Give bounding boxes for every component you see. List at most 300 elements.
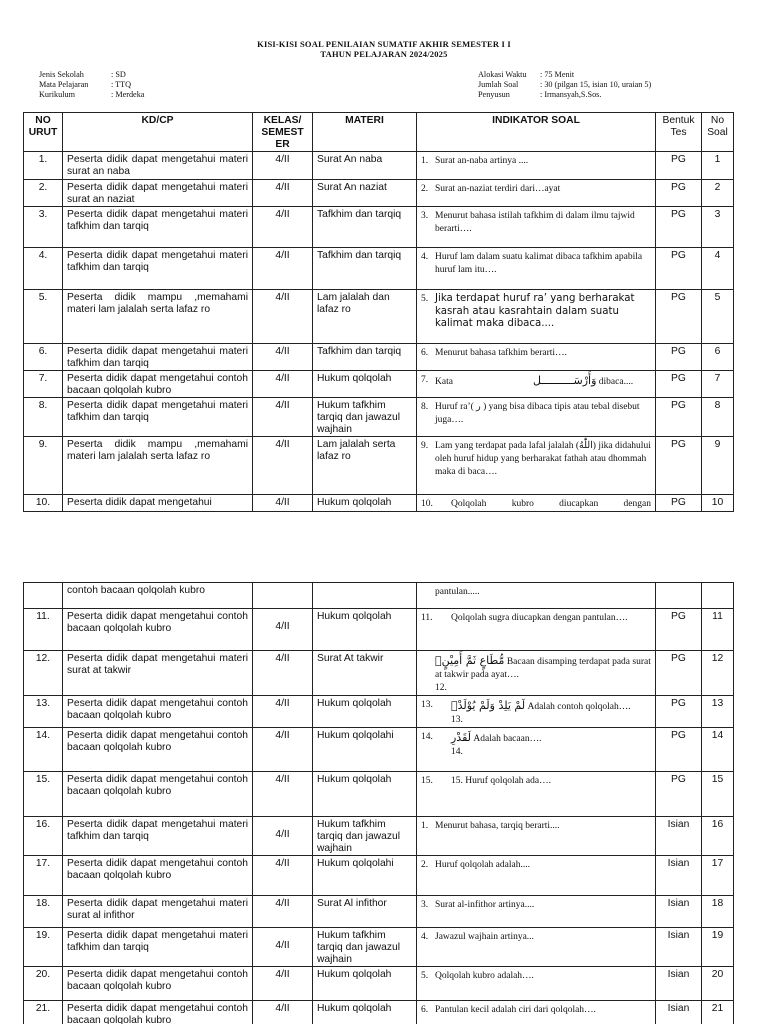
kd-cp-cell xyxy=(63,180,253,207)
row-number xyxy=(24,344,63,371)
no-soal-cell-text: 16 xyxy=(711,819,724,830)
kelas-cell xyxy=(253,896,313,928)
indikator-text-wrap xyxy=(435,1004,651,1017)
no-soal-cell-text: 13 xyxy=(711,698,724,709)
kelas-cell xyxy=(253,437,313,495)
row-number-text: 20. xyxy=(35,969,51,980)
bentuk-tes-cell-text: PG xyxy=(671,698,686,709)
row-number xyxy=(24,437,63,495)
row-number-text: 2. xyxy=(38,182,48,193)
indikator-text: Jika terdapat huruf ra’ yang berharakat kasrah atau kasrahtain dalam suatu kalimat maka dibaca.... xyxy=(435,293,635,329)
kelas-cell xyxy=(253,344,313,371)
row-number xyxy=(24,856,63,896)
meta-value: : TTQ xyxy=(111,80,132,89)
kelas-cell xyxy=(253,180,313,207)
materi-cell-text: Lam jalalah serta lafaz ro xyxy=(317,439,396,462)
materi-cell xyxy=(313,371,417,398)
meta-row xyxy=(39,90,144,100)
kelas-cell-text: 4/II xyxy=(275,182,290,193)
indikator-text: Menurut bahasa istilah tafkhim di dalam ilmu tajwid berarti…. xyxy=(435,211,635,234)
indikator-content xyxy=(421,699,651,727)
indikator-content xyxy=(421,210,651,236)
indikator-text-wrap xyxy=(435,859,651,872)
kelas-cell-text: 4/II xyxy=(275,497,290,508)
indikator-text: Qolqolah kubro adalah…. xyxy=(435,971,534,981)
materi-cell xyxy=(313,207,417,248)
no-soal-cell xyxy=(702,371,734,398)
indikator-cell xyxy=(417,398,656,437)
materi-cell xyxy=(313,290,417,344)
indikator-cell xyxy=(417,967,656,1001)
meta-key: Penyusun xyxy=(478,90,510,99)
indikator-text-wrap xyxy=(451,731,651,759)
bentuk-tes-cell xyxy=(656,248,702,290)
row-number-text: 11. xyxy=(36,611,50,622)
kelas-cell-text: 4/II xyxy=(275,346,290,357)
kelas-cell xyxy=(253,583,313,609)
kelas-cell xyxy=(253,248,313,290)
indikator-number: 9. xyxy=(421,441,429,451)
kelas-cell xyxy=(253,1001,313,1024)
materi-cell-text: Surat Al infithor xyxy=(317,898,387,909)
indikator-text-wrap xyxy=(435,899,651,912)
kd-cp-cell-text: contoh bacaan qolqolah kubro xyxy=(67,585,205,596)
kelas-cell xyxy=(253,495,313,512)
kisi-kisi-table-page1 xyxy=(23,112,734,512)
col-header-no: NO URUT xyxy=(24,113,63,152)
table-row xyxy=(24,583,734,609)
no-soal-cell xyxy=(702,583,734,609)
kelas-cell xyxy=(253,152,313,180)
bentuk-tes-cell xyxy=(656,609,702,651)
indikator-content xyxy=(421,859,651,872)
bentuk-tes-cell-text: PG xyxy=(671,774,686,785)
materi-cell-text: Hukum qolqolahi xyxy=(317,858,394,869)
indikator-number xyxy=(421,586,435,599)
table-row xyxy=(24,817,734,856)
indikator-number: 14. xyxy=(421,732,433,742)
row-number xyxy=(24,248,63,290)
table-row xyxy=(24,696,734,728)
row-number-text: 3. xyxy=(38,209,48,220)
table-row xyxy=(24,1001,734,1024)
kd-cp-cell-text: Peserta didik dapat mengetahui xyxy=(67,497,212,508)
row-number xyxy=(24,371,63,398)
kd-cp-cell-text: Peserta didik dapat mengetahui materi surat an naba xyxy=(67,154,248,177)
indikator-text-wrap xyxy=(435,155,651,168)
row-number-text: 10. xyxy=(35,497,51,508)
no-soal-cell xyxy=(702,817,734,856)
materi-cell xyxy=(313,495,417,512)
indikator-cell xyxy=(417,207,656,248)
meta-row xyxy=(39,70,144,80)
kd-cp-cell xyxy=(63,928,253,967)
bentuk-tes-cell xyxy=(656,696,702,728)
kelas-cell-text: 4/II xyxy=(275,858,290,869)
materi-cell-text: Hukum tafkhim tarqiq dan jawazul wajhain xyxy=(317,400,400,435)
meta-value: : Merdeka xyxy=(111,90,145,99)
col-header-kelas: KELAS/ SEMEST ER xyxy=(253,113,313,152)
materi-cell-text: Hukum qolqolah xyxy=(317,611,392,622)
no-soal-cell-text: 9 xyxy=(714,439,721,450)
document-subtitle: TAHUN PELAJARAN 2024/2025 xyxy=(320,49,448,59)
no-soal-cell xyxy=(702,152,734,180)
indikator-number: 4. xyxy=(421,252,429,262)
indikator-cell xyxy=(417,928,656,967)
materi-cell-text: Surat At takwir xyxy=(317,653,384,664)
indikator-cell xyxy=(417,856,656,896)
no-soal-cell-text: 11 xyxy=(712,611,723,622)
kd-cp-cell-text: Peserta didik dapat mengetahui materi tafkhim dan tarqiq xyxy=(67,400,248,423)
kd-cp-cell-text: Peserta didik dapat mengetahui contoh bacaan qolqolah kubro xyxy=(67,774,248,797)
bentuk-tes-cell xyxy=(656,583,702,609)
col-header-bentuk: Bentuk Tes xyxy=(656,113,702,152)
kelas-cell-text: 4/II xyxy=(275,969,290,980)
kd-cp-cell-text: Peserta didik dapat mengetahui contoh bacaan qolqolah kubro xyxy=(67,969,248,992)
row-number-text: 13. xyxy=(35,698,51,709)
bentuk-tes-cell xyxy=(656,207,702,248)
row-number xyxy=(24,967,63,1001)
bentuk-tes-cell xyxy=(656,817,702,856)
indikator-text-wrap xyxy=(435,183,651,196)
indikator-text-wrap xyxy=(451,498,651,511)
row-number-text: 4. xyxy=(38,250,48,261)
kelas-cell-text: 4/II xyxy=(275,1003,290,1014)
meta-right xyxy=(478,70,651,100)
kd-cp-cell-text: Peserta didik dapat mengetahui materi tafkhim dan tarqiq xyxy=(67,346,248,369)
row-number xyxy=(24,696,63,728)
kelas-cell xyxy=(253,609,313,651)
bentuk-tes-cell xyxy=(656,437,702,495)
kd-cp-cell-text: Peserta didik dapat mengetahui contoh bacaan qolqolah kubro xyxy=(67,373,248,396)
indikator-text: Bacaan disamping terdapat pada surat at takwir pada ayat…. xyxy=(435,657,651,680)
kd-cp-cell xyxy=(63,609,253,651)
kd-cp-cell-text: Peserta didik dapat mengetahui contoh bacaan qolqolah kubro xyxy=(67,698,248,721)
table-row xyxy=(24,772,734,817)
kd-cp-cell xyxy=(63,371,253,398)
materi-cell xyxy=(313,609,417,651)
materi-cell-text: Hukum qolqolah xyxy=(317,774,392,785)
materi-cell xyxy=(313,696,417,728)
bentuk-tes-cell-text: PG xyxy=(671,611,686,622)
kd-cp-cell-text: Peserta didik dapat mengetahui materi tafkhim dan tarqiq xyxy=(67,819,248,842)
indikator-content xyxy=(421,251,651,277)
kelas-cell xyxy=(253,371,313,398)
no-soal-cell xyxy=(702,928,734,967)
table-row xyxy=(24,437,734,495)
materi-cell xyxy=(313,180,417,207)
indikator-text-wrap xyxy=(435,931,651,944)
bentuk-tes-cell-text: PG xyxy=(671,373,686,384)
row-number-text: 19. xyxy=(35,930,51,941)
meta-row xyxy=(478,90,651,100)
no-soal-cell-text: 14 xyxy=(711,730,724,741)
indikator-number xyxy=(421,654,435,695)
row-number-text: 1. xyxy=(38,154,48,165)
row-number xyxy=(24,398,63,437)
no-soal-cell xyxy=(702,180,734,207)
kelas-cell xyxy=(253,856,313,896)
bentuk-tes-cell xyxy=(656,152,702,180)
kd-cp-cell xyxy=(63,495,253,512)
kelas-cell xyxy=(253,728,313,772)
kelas-cell xyxy=(253,207,313,248)
materi-cell xyxy=(313,583,417,609)
indikator-text: Kata xyxy=(435,377,453,387)
indikator-cell xyxy=(417,152,656,180)
table-row xyxy=(24,728,734,772)
meta-value: : Irmansyah,S.Sos. xyxy=(540,90,602,99)
indikator-number: 10. xyxy=(421,499,433,509)
kd-cp-cell xyxy=(63,696,253,728)
indikator-number: 2. xyxy=(421,184,429,194)
no-soal-cell xyxy=(702,896,734,928)
kd-cp-cell-text: Peserta didik dapat mengetahui materi tafkhim dan tarqiq xyxy=(67,250,248,273)
meta-left xyxy=(39,70,144,100)
meta-value: : SD xyxy=(111,70,126,79)
table-row xyxy=(24,856,734,896)
indikator-content xyxy=(421,440,651,479)
row-number-text: 12. xyxy=(35,653,51,664)
meta-row xyxy=(39,80,144,90)
materi-cell xyxy=(313,967,417,1001)
meta-value: : 75 Menit xyxy=(540,70,575,79)
materi-cell-text: Hukum qolqolah xyxy=(317,497,392,508)
kd-cp-cell xyxy=(63,1001,253,1024)
indikator-cell xyxy=(417,696,656,728)
indikator-cell xyxy=(417,772,656,817)
no-soal-cell-text: 8 xyxy=(714,400,721,411)
indikator-text: 15. Huruf qolqolah ada…. xyxy=(451,776,551,786)
materi-cell-text: Hukum qolqolah xyxy=(317,1003,392,1014)
row-number xyxy=(24,290,63,344)
indikator-text-wrap xyxy=(435,401,651,427)
table-row xyxy=(24,180,734,207)
arabic-text: لَقَدْرِ xyxy=(451,731,472,744)
table-row xyxy=(24,207,734,248)
meta-key: Alokasi Waktu xyxy=(478,70,527,79)
indikator-text: Lam yang terdapat pada lafal jalalah (اللّٰهُ) jika didahului oleh huruf hidup yang berharakat fathah atau dhommah maka di baca…. xyxy=(435,441,651,477)
indikator-number: 5. xyxy=(421,971,429,981)
arabic-text: وَأَرْسَــــــــــل xyxy=(532,374,597,387)
kelas-cell xyxy=(253,772,313,817)
no-soal-cell xyxy=(702,609,734,651)
indikator-cell xyxy=(417,609,656,651)
kelas-cell-text: 4/II xyxy=(275,774,290,785)
kd-cp-cell-text: Peserta didik dapat mengetahui materi surat at takwir xyxy=(67,653,248,676)
bentuk-tes-cell xyxy=(656,651,702,696)
indikator-content xyxy=(421,931,651,944)
table-row xyxy=(24,152,734,180)
kd-cp-cell-text: Peserta didik dapat mengetahui materi tafkhim dan tarqiq xyxy=(67,209,248,232)
indikator-number: 1. xyxy=(421,156,429,166)
row-number xyxy=(24,1001,63,1024)
indikator-text: Qolqolah sugra diucapkan dengan pantulan…. xyxy=(451,613,628,623)
indikator-text-wrap xyxy=(435,374,651,389)
meta-row xyxy=(478,80,651,90)
kd-cp-cell-text: Peserta didik dapat mengetahui contoh bacaan qolqolah kubro xyxy=(67,858,248,881)
indikator-content xyxy=(421,820,651,833)
materi-cell xyxy=(313,248,417,290)
materi-cell-text: Tafkhim dan tarqiq xyxy=(317,209,402,220)
no-soal-cell-text: 15 xyxy=(711,774,724,785)
table-row xyxy=(24,248,734,290)
indikator-text: Pantulan kecil adalah ciri dari qolqolah…. xyxy=(435,1005,596,1015)
indikator-number: 3. xyxy=(421,900,429,910)
materi-cell xyxy=(313,152,417,180)
bentuk-tes-cell-text: PG xyxy=(671,250,686,261)
bentuk-tes-cell-text: PG xyxy=(671,497,686,508)
kd-cp-cell xyxy=(63,437,253,495)
row-number-text: 9. xyxy=(38,439,48,450)
materi-cell xyxy=(313,772,417,817)
indikator-cell xyxy=(417,651,656,696)
kd-cp-cell-text: Peserta didik mampu ,memahami materi lam jalalah serta lafaz ro xyxy=(67,292,248,315)
indikator-content xyxy=(421,401,651,427)
kelas-cell xyxy=(253,398,313,437)
no-soal-cell-text: 1 xyxy=(714,154,721,165)
bentuk-tes-cell-text: PG xyxy=(671,346,686,357)
kisi-kisi-table-page2 xyxy=(23,582,734,1024)
kd-cp-cell-text: Peserta didik dapat mengetahui contoh bacaan qolqolah kubro xyxy=(67,730,248,753)
table-row xyxy=(24,928,734,967)
no-soal-cell-text: 5 xyxy=(714,292,721,303)
bentuk-tes-cell-text: Isian xyxy=(667,819,690,830)
indikator-tail-text: 12. xyxy=(435,683,447,693)
materi-cell-text: Surat An naziat xyxy=(317,182,387,193)
no-soal-cell-text: 3 xyxy=(714,209,721,220)
indikator-number: 6. xyxy=(421,348,429,358)
indikator-cell xyxy=(417,1001,656,1024)
materi-cell-text: Hukum tafkhim tarqiq dan jawazul wajhain xyxy=(317,930,400,965)
kd-cp-cell xyxy=(63,290,253,344)
indikator-text-wrap xyxy=(435,251,651,277)
kelas-cell-text: 4/II xyxy=(275,898,290,909)
table-row xyxy=(24,371,734,398)
indikator-text-wrap xyxy=(451,699,651,727)
no-soal-cell xyxy=(702,248,734,290)
row-number xyxy=(24,152,63,180)
bentuk-tes-cell-text: PG xyxy=(671,400,686,411)
no-soal-cell xyxy=(702,696,734,728)
kd-cp-cell xyxy=(63,967,253,1001)
row-number xyxy=(24,772,63,817)
indikator-cell xyxy=(417,583,656,609)
table-row xyxy=(24,495,734,512)
no-soal-cell-text: 21 xyxy=(711,1003,724,1014)
indikator-number: 5. xyxy=(421,294,429,304)
bentuk-tes-cell xyxy=(656,290,702,344)
row-number-text: 5. xyxy=(38,292,48,303)
no-soal-cell-text: 20 xyxy=(711,969,724,980)
no-soal-cell-text: 6 xyxy=(714,346,721,357)
bentuk-tes-cell xyxy=(656,896,702,928)
bentuk-tes-cell xyxy=(656,856,702,896)
table-row xyxy=(24,967,734,1001)
kd-cp-cell xyxy=(63,651,253,696)
indikator-content xyxy=(421,498,651,511)
kd-cp-cell-text: Peserta didik dapat mengetahui materi tafkhim dan tarqiq xyxy=(67,930,248,953)
indikator-content xyxy=(421,586,651,599)
indikator-text-wrap xyxy=(451,775,651,788)
no-soal-cell xyxy=(702,772,734,817)
materi-cell xyxy=(313,896,417,928)
indikator-content xyxy=(421,155,651,168)
indikator-text: Adalah contoh qolqolah…. xyxy=(527,702,631,712)
kelas-cell xyxy=(253,928,313,967)
materi-cell-text: Hukum qolqolahi xyxy=(317,730,394,741)
table-header-row xyxy=(24,113,734,152)
table-row xyxy=(24,290,734,344)
kd-cp-cell xyxy=(63,152,253,180)
indikator-number: 2. xyxy=(421,860,429,870)
table-row xyxy=(24,609,734,651)
indikator-number: 7. xyxy=(421,375,429,385)
no-soal-cell xyxy=(702,651,734,696)
row-number xyxy=(24,651,63,696)
kelas-cell-text: 4/II xyxy=(275,292,290,303)
bentuk-tes-cell xyxy=(656,180,702,207)
no-soal-cell xyxy=(702,856,734,896)
materi-cell xyxy=(313,344,417,371)
indikator-text-wrap xyxy=(435,210,651,236)
kelas-cell xyxy=(253,290,313,344)
col-header-materi: MATERI xyxy=(313,113,417,152)
materi-cell xyxy=(313,856,417,896)
kd-cp-cell xyxy=(63,344,253,371)
row-number-text: 17. xyxy=(35,858,51,869)
indikator-number: 6. xyxy=(421,1005,429,1015)
kelas-cell-text: 4/II xyxy=(275,250,290,261)
materi-cell-text: Lam jalalah dan lafaz ro xyxy=(317,292,390,315)
indikator-cell xyxy=(417,817,656,856)
bentuk-tes-cell-text: Isian xyxy=(667,1003,690,1014)
indikator-tail-text: 14. xyxy=(451,747,463,757)
kelas-cell-text: 4/II xyxy=(275,829,290,840)
bentuk-tes-cell-text: Isian xyxy=(667,898,690,909)
kelas-cell-text: 4/II xyxy=(275,698,290,709)
no-soal-cell-text: 17 xyxy=(711,858,724,869)
meta-key: Jumlah Soal xyxy=(478,80,519,89)
indikator-number: 8. xyxy=(421,402,429,412)
materi-cell-text: Tafkhim dan tarqiq xyxy=(317,250,402,261)
row-number xyxy=(24,928,63,967)
no-soal-cell xyxy=(702,398,734,437)
materi-cell xyxy=(313,728,417,772)
indikator-text-wrap xyxy=(435,820,651,833)
row-number-text: 15. xyxy=(35,774,51,785)
indikator-content xyxy=(421,899,651,912)
indikator-tail xyxy=(435,682,651,695)
no-soal-cell xyxy=(702,207,734,248)
indikator-content xyxy=(421,183,651,196)
bentuk-tes-cell-text: PG xyxy=(671,292,686,303)
kd-cp-cell-text: Peserta didik dapat mengetahui contoh bacaan qolqolah kubro xyxy=(67,611,248,634)
table-row xyxy=(24,896,734,928)
indikator-text: Qolqolah kubro diucapkan dengan xyxy=(451,499,651,509)
bentuk-tes-cell-text: PG xyxy=(671,730,686,741)
row-number-text: 16. xyxy=(35,819,51,830)
no-soal-cell-text: 2 xyxy=(714,182,721,193)
materi-cell-text: Tafkhim dan tarqiq xyxy=(317,346,402,357)
bentuk-tes-cell xyxy=(656,1001,702,1024)
indikator-content xyxy=(421,293,651,331)
row-number xyxy=(24,207,63,248)
kd-cp-cell xyxy=(63,817,253,856)
bentuk-tes-cell xyxy=(656,398,702,437)
indikator-text: Surat an-naziat terdiri dari…ayat xyxy=(435,184,561,194)
kelas-cell-text: 4/II xyxy=(275,730,290,741)
